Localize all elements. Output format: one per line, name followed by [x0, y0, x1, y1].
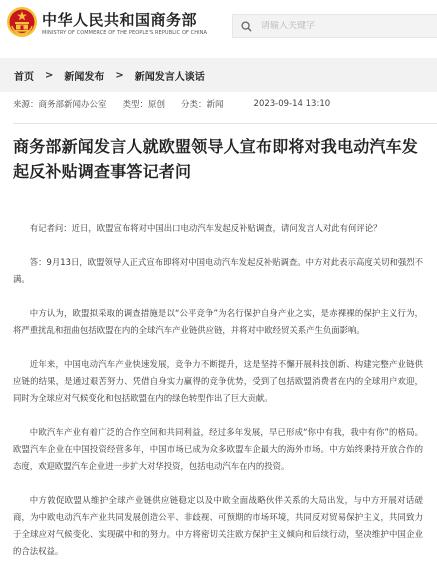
search-input[interactable]: [257, 21, 427, 31]
meta-source: 来源：商务部新闻办公室: [13, 100, 107, 110]
search-icon[interactable]: [235, 15, 257, 37]
article-paragraph: 答：9月13日，欧盟领导人正式宣布即将对中国电动汽车发起反补贴调查。中方对此表示高度关切和强烈不满。: [13, 257, 423, 284]
site-header: [0, 0, 437, 52]
article-title: 商务部新闻发言人就欧盟领导人宣布即将对我电动汽车发起反补贴调查事答记者问: [13, 137, 419, 181]
breadcrumb-separator: >: [115, 69, 124, 81]
meta-type: 类型：原创: [122, 100, 166, 110]
breadcrumb: [0, 58, 437, 92]
breadcrumb-news-release[interactable]: 新闻发布: [64, 71, 105, 83]
article-paragraph: 中方敦促欧盟从维护全球产业链供应链稳定以及中欧全面战略伙伴关系的大局出发，与中方开展对话磋商，为中欧电动汽车产业共同发展创造公平、非歧视、可预期的市场环境，共同反对贸易保护主义，共同致力于全球应对气候变化、实现碳中和的努力。中方将密切关注欧方保护主义倾向和后续行动，坚决维护中国企业的合法权益。: [13, 495, 423, 556]
meta-category: 分类：新闻: [181, 100, 224, 110]
site-name-en: MINISTRY OF COMMERCE OF THE PEOPLE'S REPUBLIC OF CHINA: [42, 30, 208, 36]
article-meta: [13, 96, 330, 112]
article-body: [13, 220, 423, 568]
article-paragraph: 有记者问：近日，欧盟宣布将对中国出口电动汽车发起反补贴调查，请问发言人对此有何评论？: [29, 223, 382, 233]
breadcrumb-separator: >: [45, 69, 54, 81]
search-box[interactable]: [232, 14, 437, 38]
article-paragraph: 中方认为，欧盟拟采取的调查措施是以“公平竞争”为名行保护自身产业之实，是赤裸裸的保护主义行为，将严重扰乱和扭曲包括欧盟在内的全球汽车产业链供应链，并将对中欧经贸关系产生负面影响。: [13, 308, 423, 335]
meta-date: 2023-09-14 13:10: [253, 99, 331, 109]
site-name-cn[interactable]: 中华人民共和国商务部: [42, 11, 198, 29]
divider: [13, 123, 437, 124]
article-paragraph: 近年来，中国电动汽车产业快速发展，竞争力不断提升，这是坚持不懈开展科技创新、构建完整产业链供应链的结果，是通过艰苦努力、凭借自身实力赢得的竞争优势，受到了包括欧盟消费者在内的全球用户欢迎，同时为全球应对气候变化和包括欧盟在内的绿色转型作出了巨大贡献。: [13, 359, 423, 403]
article-paragraph: 中欧汽车产业有着广泛的合作空间和共同利益，经过多年发展，早已形成“你中有我，我中有你”的格局。欧盟汽车企业在中国投资经营多年，中国市场已成为众多欧盟车企最大的海外市场。中方始终秉持开放合作的态度，欢迎欧盟汽车企业进一步扩大对华投资，包括电动汽车在内的投资。: [13, 427, 423, 471]
breadcrumb-spokesperson-remarks[interactable]: 新闻发言人谈话: [134, 71, 205, 83]
national-emblem-icon[interactable]: [6, 6, 38, 38]
breadcrumb-home[interactable]: 首页: [14, 71, 34, 83]
